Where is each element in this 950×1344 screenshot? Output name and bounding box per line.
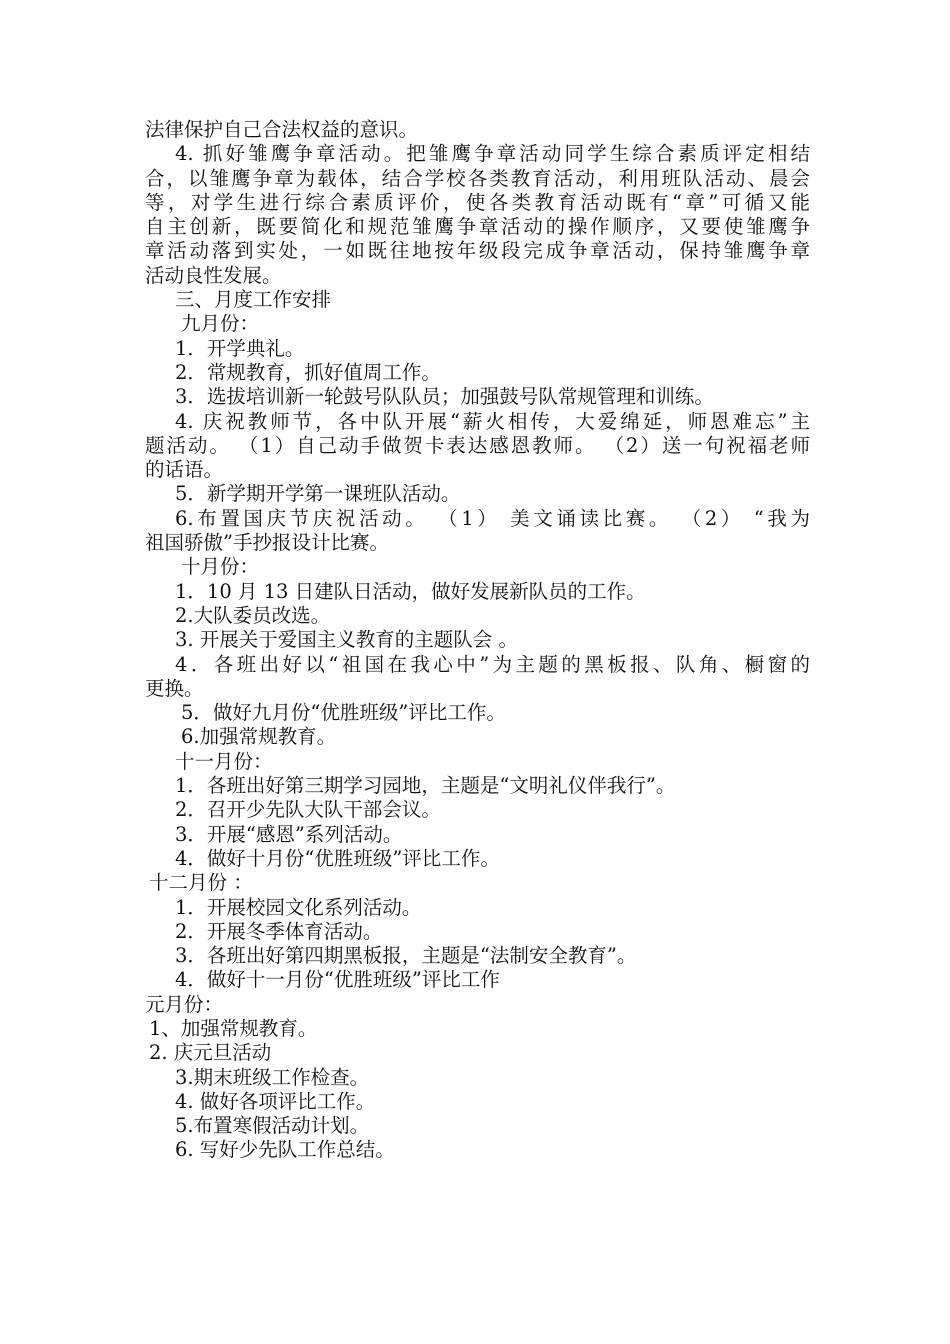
- list-item: 5．新学期开学第一课班队活动。: [175, 482, 461, 506]
- list-item: 2．开展冬季体育活动。: [175, 919, 383, 943]
- list-item: 2．召开少先队大队干部会议。: [175, 798, 441, 822]
- list-item: 3. 开展关于爱国主义教育的主题队会 。: [175, 628, 519, 652]
- month-heading: 元月份：: [145, 992, 224, 1016]
- list-item: 2.大队委员改选。: [175, 603, 331, 627]
- text-line: 合，以雏鹰争章为载体，结合学校各类教育活动，利用班队活动、晨会: [145, 166, 810, 190]
- list-item: 2. 庆元旦活动: [149, 1041, 272, 1065]
- document-body: [145, 118, 810, 1163]
- list-item: 1．10 月 13 日建队日活动，做好发展新队员的工作。: [175, 579, 646, 603]
- list-item: 5．做好九月份“优胜班级”评比工作。: [181, 701, 506, 725]
- list-item: 1．各班出好第三期学习园地，主题是“文明礼仪伴我行”。: [175, 774, 676, 798]
- list-item: 3．选拔培训新一轮鼓号队队员；加强鼓号队常规管理和训练。: [175, 385, 714, 409]
- section-heading: 三、月度工作安排: [175, 288, 332, 312]
- list-item: 4．做好十一月份“优胜班级”评比工作: [175, 968, 500, 992]
- list-item: 题活动。 （1）自己动手做贺卡表达感恩教师。 （2）送一句祝福老师: [145, 433, 810, 457]
- list-item: 的话语。: [145, 458, 224, 482]
- list-item: 1、加强常规教育。: [149, 1016, 318, 1040]
- list-item: 1．开展校园文化系列活动。: [175, 895, 422, 919]
- list-item: 3．各班出好第四期黑板报，主题是“法制安全教育”。: [175, 944, 637, 968]
- text-line: 4. 抓好雏鹰争章活动。把雏鹰争章活动同学生综合素质评定相结: [175, 142, 810, 166]
- list-item: 6. 写好少先队工作总结。: [175, 1138, 395, 1162]
- list-item: 3．开展“感恩”系列活动。: [175, 822, 403, 846]
- text-line: 章活动落到实处，一如既往地按年级段完成争章活动，保持雏鹰争章: [145, 239, 810, 263]
- list-item: 4. 做好各项评比工作。: [175, 1089, 376, 1113]
- list-item: 祖国骄傲”手抄报设计比赛。: [145, 531, 389, 555]
- list-item: 4. 庆祝教师节，各中队开展“薪火相传，大爱绵延，师恩难忘”主: [175, 409, 810, 433]
- list-item: 6.加强常规教育。: [181, 725, 337, 749]
- month-heading: 十一月份：: [175, 749, 273, 773]
- text-line: 等，对学生进行综合素质评价，使各类教育活动既有“章”可循又能: [145, 190, 810, 214]
- list-item: 4．各班出好以“祖国在我心中”为主题的黑板报、队角、橱窗的: [175, 652, 810, 676]
- month-heading: 十二月份 ：: [149, 871, 253, 895]
- text-line: 活动良性发展。: [145, 263, 282, 287]
- list-item: 1．开学典礼。: [175, 336, 305, 360]
- text-line: 法律保护自己合法权益的意识。: [145, 118, 419, 141]
- list-item: 4．做好十月份“优胜班级”评比工作。: [175, 846, 500, 870]
- month-heading: 十月份：: [181, 555, 260, 579]
- list-item: 5.布置寒假活动计划。: [175, 1114, 370, 1138]
- text-line: 自主创新，既要简化和规范雏鹰争章活动的操作顺序，又要使雏鹰争: [145, 215, 810, 239]
- list-item: 6.布置国庆节庆祝活动。 （1） 美文诵读比赛。 （2） “我为: [175, 506, 810, 530]
- month-heading: 九月份：: [181, 312, 260, 336]
- list-item: 3.期末班级工作检查。: [175, 1065, 370, 1089]
- list-item: 更换。: [145, 676, 204, 700]
- list-item: 2．常规教育，抓好值周工作。: [175, 360, 441, 384]
